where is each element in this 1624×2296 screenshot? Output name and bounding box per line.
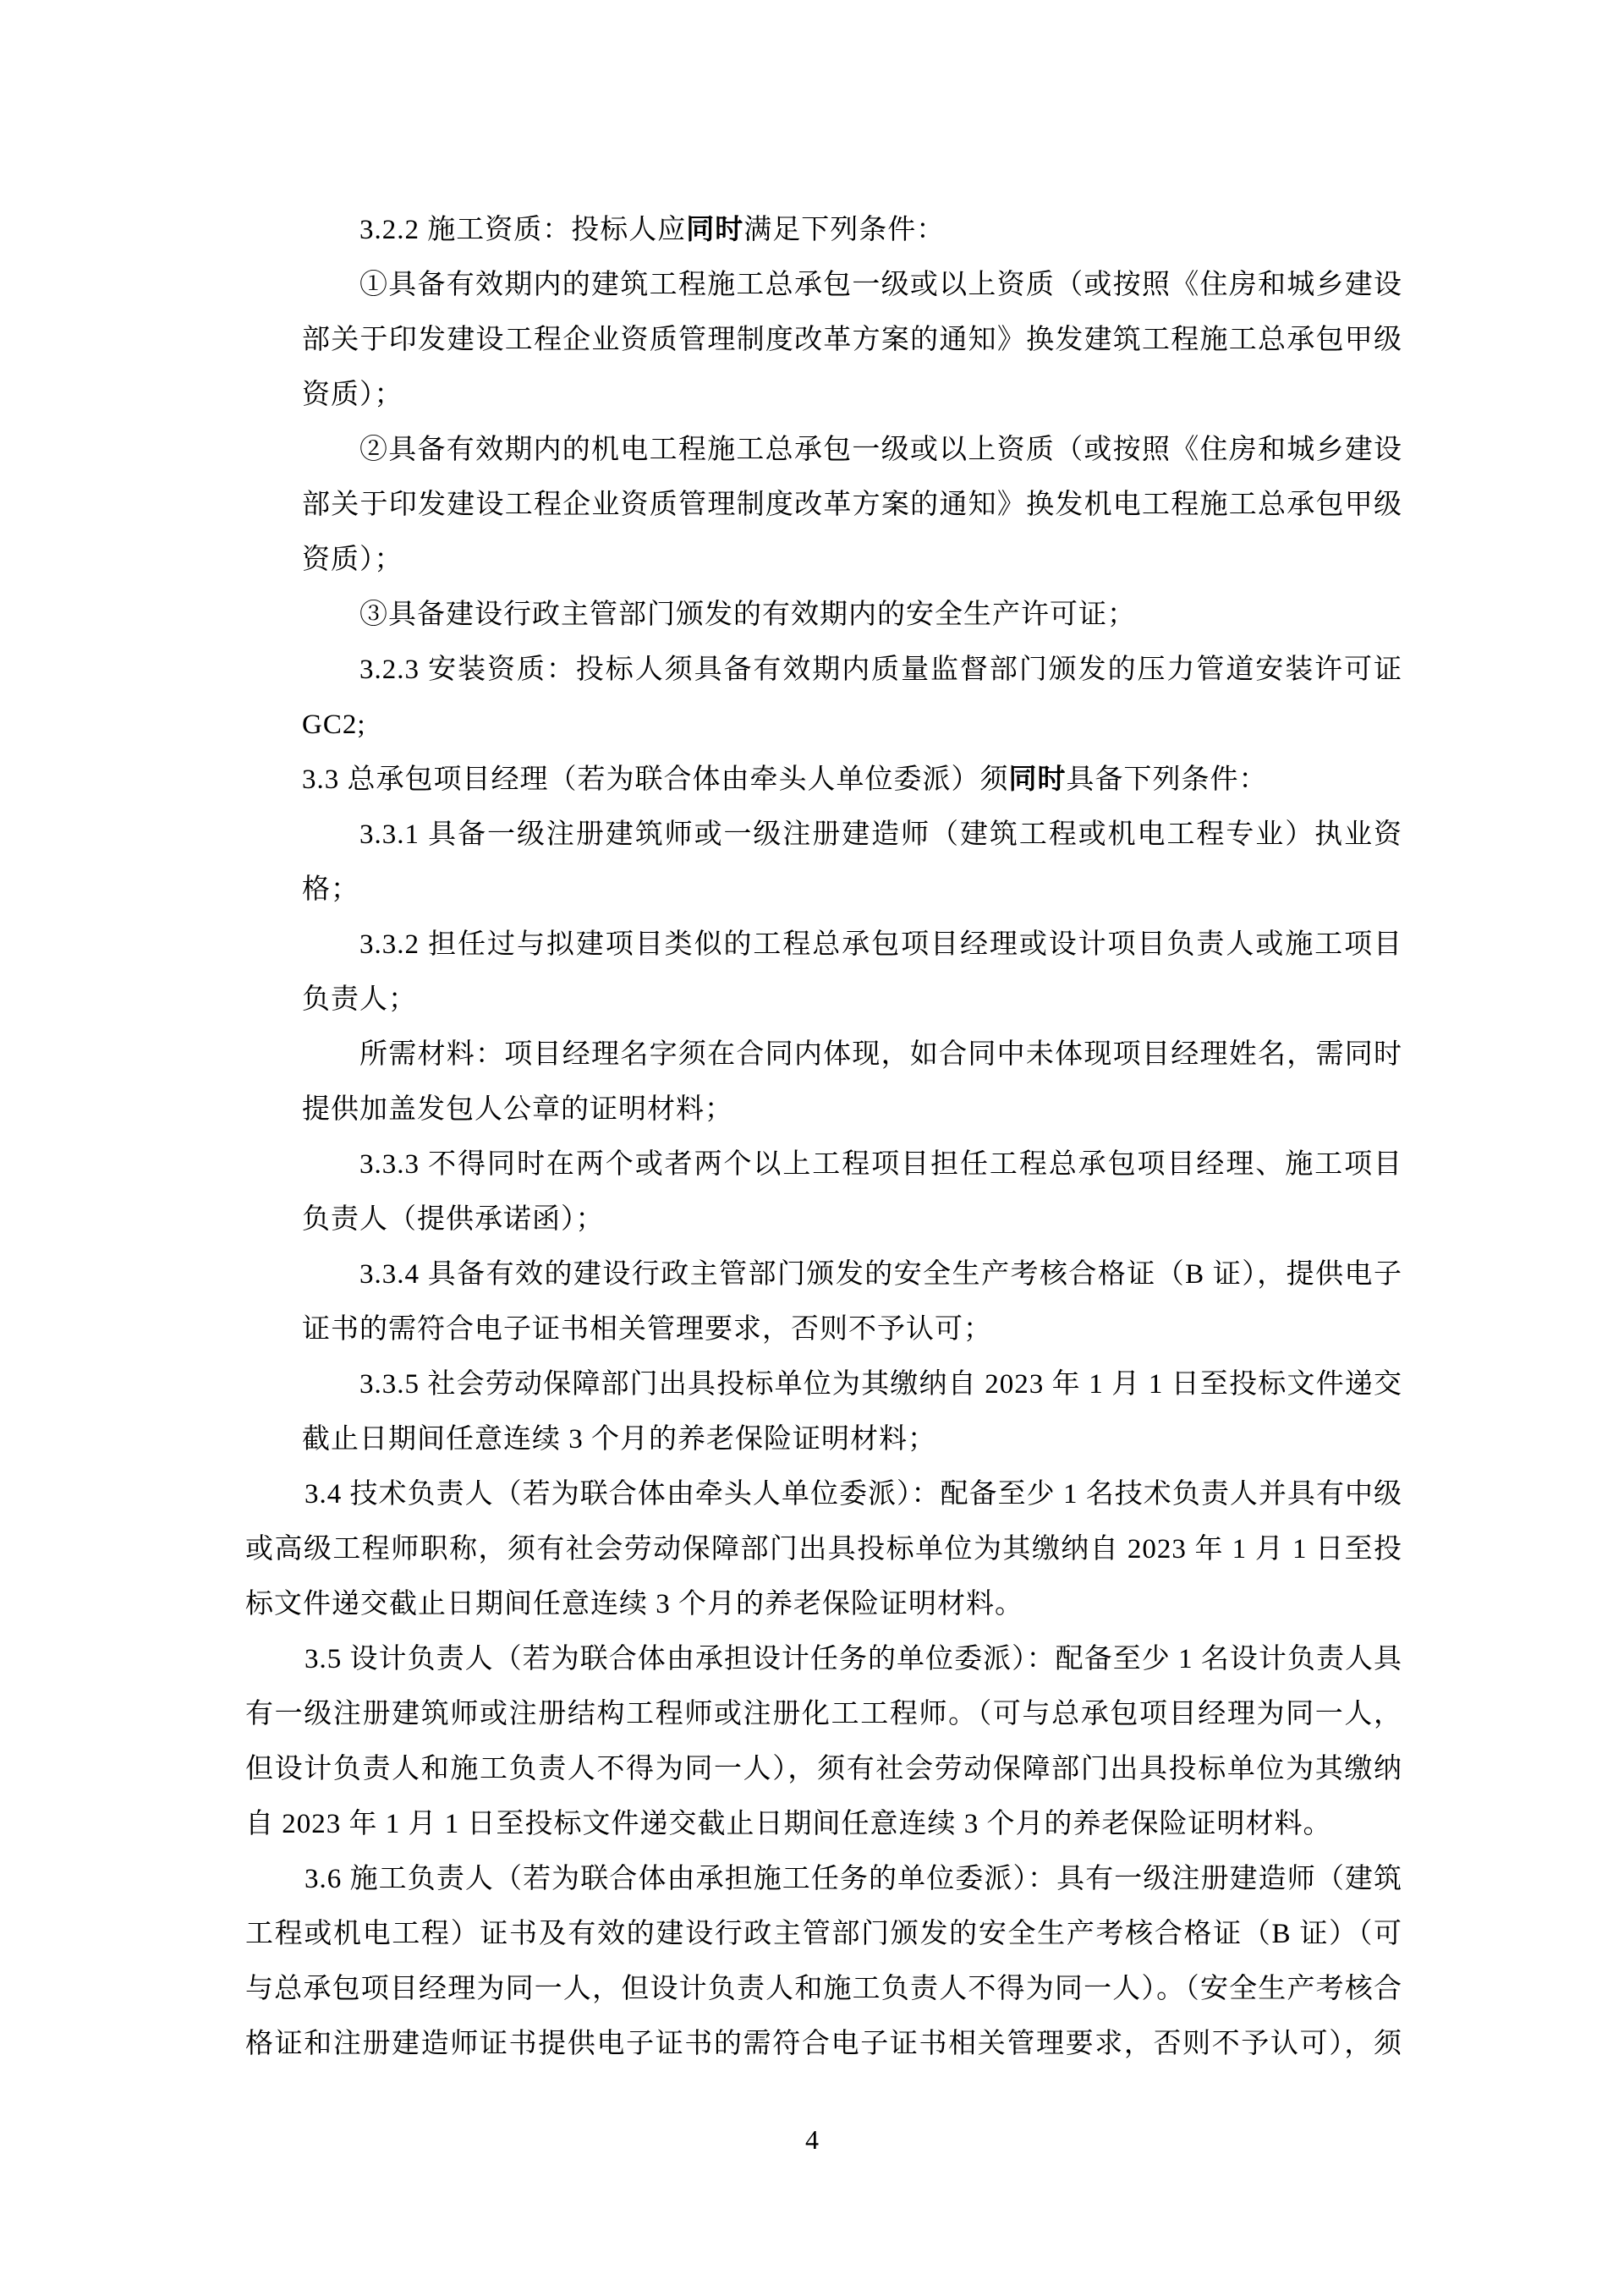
text-segment: 3.3 总承包项目经理（若为联合体由牵头人单位委派）须 [302,764,1009,795]
text-segment: 有一级注册建筑师或注册结构工程师或注册化工工程师。（可与总承包项目经理为同一人， [245,1699,1402,1729]
text-line [302,533,1402,588]
text-line [359,588,1402,643]
text-segment: 所需材料：项目经理名字须在合同内体现，如合同中未体现项目经理姓名，需同时 [359,1039,1402,1070]
text-segment: GC2; [302,710,366,740]
text-line [359,1357,1402,1412]
text-segment: 资质）； [302,545,403,575]
text-segment: 负责人； [302,984,417,1015]
text-segment: 工程或机电工程）证书及有效的建设行政主管部门颁发的安全生产考核合格证（B 证）（可 [245,1919,1402,1949]
text-line [304,1852,1402,1907]
text-line [302,863,1402,918]
text-segment: 截止日期间任意连续 3 个月的养老保险证明材料； [302,1424,936,1455]
text-line [302,1302,1402,1357]
text-line [304,1467,1402,1522]
text-segment: 3.3.1 具备一级注册建筑师或一级注册建造师（建筑工程或机电工程专业）执业资 [359,819,1402,850]
text-line [359,1137,1402,1192]
text-segment: 证书的需符合电子证书相关管理要求，否则不予认可； [302,1314,992,1345]
text-line [359,643,1402,698]
text-segment: 格； [302,874,359,905]
text-line [302,313,1402,368]
text-line [245,2017,1402,2072]
text-line [302,1082,1402,1137]
text-line [302,368,1402,423]
text-line [245,1522,1402,1577]
text-line [245,1577,1402,1632]
text-segment: 自 2023 年 1 月 1 日至投标文件递交截止日期间任意连续 3 个月的养老保险证明材料。 [245,1809,1332,1839]
text-segment: 3.3.3 不得同时在两个或者两个以上工程项目担任工程总承包项目经理、施工项目 [359,1149,1402,1180]
text-segment: 满足下列条件： [743,215,946,245]
text-line [359,258,1402,313]
text-segment: 3.2.3 安装资质：投标人须具备有效期内质量监督部门颁发的压力管道安装许可证 [359,655,1402,685]
text-segment: 部关于印发建设工程企业资质管理制度改革方案的通知》换发建筑工程施工总承包甲级 [302,325,1402,355]
text-line [302,1412,1402,1467]
text-segment: 3.2.2 施工资质：投标人应 [359,215,687,245]
text-line [359,1247,1402,1302]
text-segment: 提供加盖发包人公章的证明材料； [302,1094,733,1125]
text-segment: 3.3.5 社会劳动保障部门出具投标单位为其缴纳自 2023 年 1 月 1 日至投标文件递交 [359,1369,1402,1400]
text-segment: 3.5 设计负责人（若为联合体由承担设计任务的单位委派）：配备至少 1 名设计负责人具 [304,1644,1402,1674]
text-segment: 部关于印发建设工程企业资质管理制度改革方案的通知》换发机电工程施工总承包甲级 [302,490,1402,520]
text-segment: 资质）； [302,380,403,410]
text-segment: ①具备有效期内的建筑工程施工总承包一级或以上资质（或按照《住房和城乡建设 [359,270,1402,300]
text-line [245,1797,1402,1852]
text-segment: 标文件递交截止日期间任意连续 3 个月的养老保险证明材料。 [245,1589,1023,1619]
text-line [245,1687,1402,1742]
text-line [359,808,1402,863]
text-segment: 格证和注册建造师证书提供电子证书的需符合电子证书相关管理要求，否则不予认可），须 [245,2029,1402,2059]
document-body [0,203,1624,2072]
text-line [245,1962,1402,2017]
text-segment: 负责人（提供承诺函）； [302,1204,605,1235]
text-segment: 具备下列条件： [1066,764,1268,795]
text-segment: 3.6 施工负责人（若为联合体由承担施工任务的单位委派）：具有一级注册建造师（建筑 [304,1864,1402,1894]
page-number: 4 [805,2124,819,2155]
text-line [245,1907,1402,1962]
text-line [302,753,1402,808]
text-line [302,698,1402,753]
text-segment: 3.3.2 担任过与拟建项目类似的工程总承包项目经理或设计项目负责人或施工项目 [359,929,1402,960]
text-line [359,1027,1402,1082]
text-segment: 或高级工程师职称，须有社会劳动保障部门出具投标单位为其缴纳自 2023 年 1 月 1 日至投 [245,1534,1402,1564]
text-line [302,973,1402,1027]
text-line [245,1742,1402,1797]
text-line [304,1632,1402,1687]
text-segment: 3.4 技术负责人（若为联合体由牵头人单位委派）：配备至少 1 名技术负责人并具有中级 [304,1479,1402,1510]
bold-text: 同时 [1008,764,1067,795]
text-segment: 但设计负责人和施工负责人不得为同一人），须有社会劳动保障部门出具投标单位为其缴纳 [245,1754,1402,1784]
bold-text: 同时 [686,215,744,245]
text-line [302,478,1402,533]
text-segment: ③具备建设行政主管部门颁发的有效期内的安全生产许可证； [359,600,1136,630]
text-line [359,203,1402,258]
text-segment: ②具备有效期内的机电工程施工总承包一级或以上资质（或按照《住房和城乡建设 [359,435,1402,465]
text-line [359,918,1402,973]
text-line [302,1192,1402,1247]
text-line [359,423,1402,478]
text-segment: 与总承包项目经理为同一人，但设计负责人和施工负责人不得为同一人）。（安全生产考核合 [245,1974,1402,2004]
text-segment: 3.3.4 具备有效的建设行政主管部门颁发的安全生产考核合格证（B 证），提供电子 [359,1259,1402,1290]
